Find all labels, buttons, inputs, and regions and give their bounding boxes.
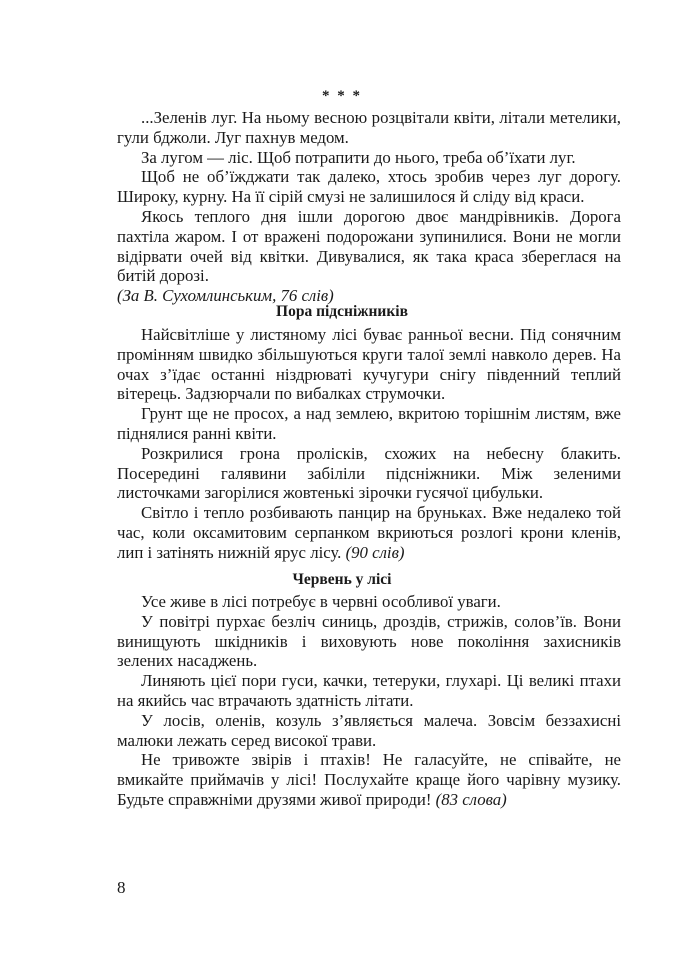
source-note: (83 слова): [435, 789, 507, 809]
source-note: (За В. Сухомлинським, 76 слів): [117, 286, 334, 306]
paragraph: [117, 750, 621, 809]
paragraph: Линяють цієї пори гуси, качки, тетеруки, глухарі. Ці великі птахи на якийсь час втрачають здатність літати.: [117, 671, 621, 710]
paragraph: [117, 207, 621, 306]
source-note: (90 слів): [345, 542, 405, 562]
text-section-snowdrops: [117, 325, 621, 563]
paragraph-text: Світло і тепло розбивають панцир на бруньках. Вже недалеко той час, коли оксамитовим серпанком вкриються розлогі крони кленів, лип і затінять нижній ярус лісу.: [117, 503, 621, 562]
section-title: Червень у лісі: [292, 571, 392, 588]
paragraph: Грунт ще не просох, а над землею, вкритою торішнім листям, вже піднялися ранні квіти.: [117, 404, 621, 443]
paragraph-text: Якось теплого дня ішли дорогою двоє мандрівників. Дорога пахтіла жаром. І от вражені подорожани зупинилися. Вони не могли відірвати очей від квітки. Дивувалися, як така краса збереглася на битій дорозі.: [117, 206, 621, 286]
text-section-june: [117, 592, 621, 810]
paragraph: Розкрилися грона пролісків, схожих на небесну блакить. Посередині галявини забіліли підсніжники. Між зеленими листочками загорілися жовтенькі зірочки гусячої цибульки.: [117, 443, 621, 503]
paragraph: Щоб не об’їжджати так далеко, хтось зробив через луг дорогу. Широку, курну. На її сірій смузі не залишилося й сліду від краси.: [117, 167, 621, 207]
paragraph: За лугом — ліс. Щоб потрапити до нього, треба об’їхати луг.: [141, 147, 576, 167]
page-number: 8: [117, 878, 126, 897]
section-separator: * * *: [322, 88, 362, 104]
text-section-meadow: [117, 108, 621, 306]
paragraph: Найсвітліше у листяному лісі буває ранньої весни. Під сонячним промінням швидко збільшуються круги талої землі навколо дерев. На очах з’їдає останні ніздрюваті кучугури снігу південний теплий вітерець. Задзюрчали по вибалках струмочки.: [117, 325, 621, 404]
paragraph: ...Зеленів луг. На ньому весною розцвітали квіти, літали метелики, гули бджоли. Луг пахнув медом.: [117, 108, 621, 147]
paragraph: У повітрі пурхає безліч синиць, дроздів, стрижів, солов’їв. Вони винищують шкідників і виховують нове покоління захисників зелених насаджень.: [117, 611, 621, 671]
paragraph: У лосів, оленів, козуль з’являється малеча. Зовсім беззахисні малюки лежать серед високої трави.: [117, 710, 621, 750]
section-title: Пора підсніжників: [276, 303, 408, 320]
paragraph: [117, 503, 621, 562]
paragraph-text: Не тривожте звірів і птахів! Не галасуйте, не співайте, не вмикайте приймачів у лісі! Послухайте краще його чарівну музику. Будьте справжніми друзями живої природи!: [117, 750, 621, 809]
paragraph: Усе живе в лісі потребує в червні особливої уваги.: [141, 592, 501, 611]
